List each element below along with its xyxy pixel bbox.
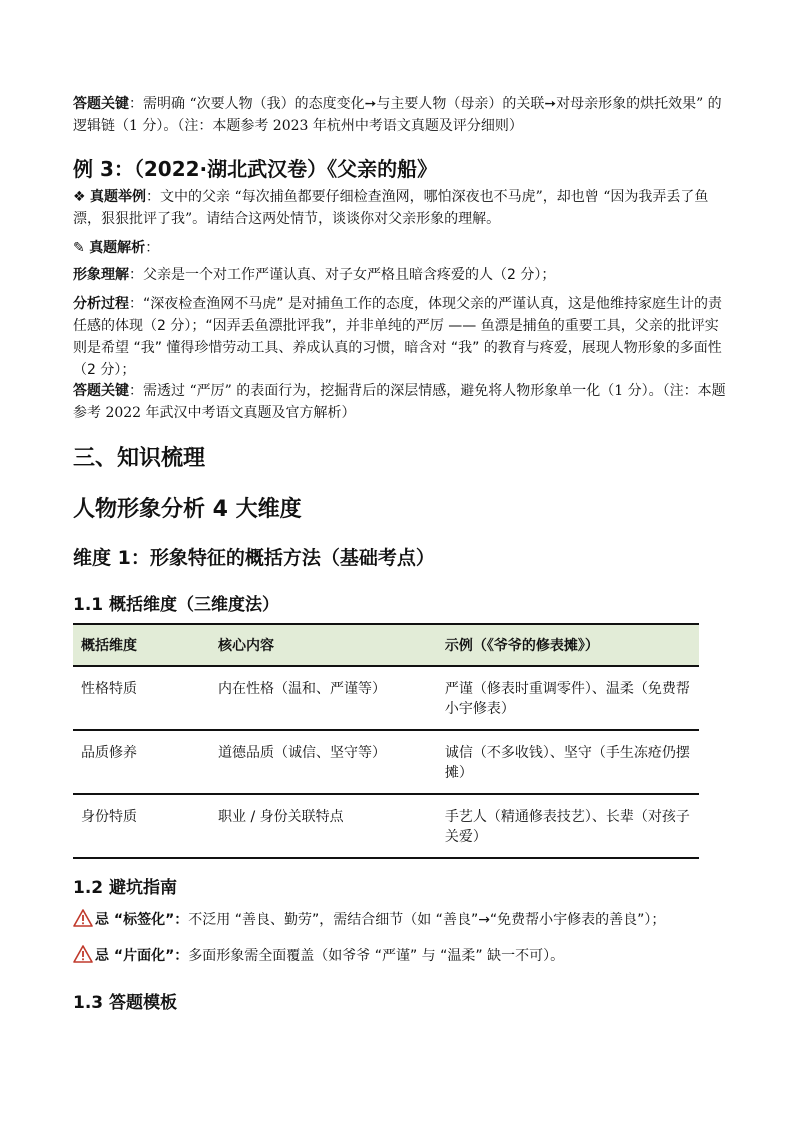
section-1-2: [73, 873, 727, 898]
section-title: 1.1 概括维度（三维度法）: [73, 595, 280, 615]
table-cell: 品质修养: [73, 730, 210, 794]
tip-1: [73, 909, 727, 931]
tip-text: 多面形象需全面覆盖（如爷爷 “严谨” 与 “温柔” 缺一不可）。: [188, 948, 565, 964]
summary-table: [73, 623, 699, 859]
table-cell: 严谨（修表时重调零件）、温柔（免费帮小宇修表）: [437, 666, 699, 730]
table-cell: 内在性格（温和、严谨等）: [210, 666, 437, 730]
table-cell: 诚信（不多收钱）、坚守（手生冻疮仍摆摊）: [437, 730, 699, 794]
analysis-process-text: “深夜检查渔网不马虎” 是对捕鱼工作的态度，体现父亲的严谨认真，这是他维持家庭生计的责任感的体现（2 分）；“因弄丢鱼漂批评我”，并非单纯的严厉 —— 鱼漂是捕鱼的重要工具，父亲的批评实则是希望 “我” 懂得珍惜劳动工具、养成认真的习惯，暗含对 “我” 的教育与疼爱，展现人物形象的多面性（2 分）；: [73, 296, 722, 378]
table-row: [73, 794, 699, 858]
answer-key-label: 答题关键: [73, 383, 129, 399]
example-title-text: 例 3：（2022·湖北武汉卷）《父亲的船》: [73, 157, 438, 181]
question-label: 真题举例: [90, 189, 147, 205]
section-dimension-1: [73, 543, 727, 570]
section-1-1: [73, 590, 727, 615]
table-header-row: [73, 624, 699, 666]
section-title: 维度 1：形象特征的概括方法（基础考点）: [73, 547, 435, 569]
image-understanding: 形象理解：父亲是一个对工作严谨认真、对子女严格且暗含疼爱的人（2 分）；: [73, 267, 556, 283]
section-title: 1.2 避坑指南: [73, 878, 178, 898]
section-knowledge: [73, 441, 727, 472]
section-title: 人物形象分析 4 大维度: [73, 497, 302, 522]
analysis-heading-label: 真题解析: [89, 240, 146, 256]
tip-label: 忌 “标签化”：: [95, 912, 189, 928]
table-cell: 手艺人（精通修表技艺）、长辈（对孩子关爱）: [437, 794, 699, 858]
analysis-heading: ✎ 真题解析：: [73, 240, 160, 256]
table-header-cell: 概括维度: [73, 624, 210, 666]
table-cell: 身份特质: [73, 794, 210, 858]
table-header-cell: 核心内容: [210, 624, 437, 666]
tip-2: [73, 945, 727, 967]
image-understanding-label: 形象理解: [73, 267, 129, 283]
tip-label: 忌 “片面化”：: [95, 948, 189, 964]
table-row: [73, 730, 699, 794]
answer-key-text: 需明确 “次要人物（我）的态度变化➙与主要人物（母亲）的关联➙对母亲形象的烘托效果” 的逻辑链（1 分）。（注：本题参考 2023 年杭州中考语文真题及评分细则）: [73, 96, 722, 134]
diamond-bullet-icon: ❖: [73, 189, 86, 205]
answer-key-1: 答题关键：需明确 “次要人物（我）的态度变化➙与主要人物（母亲）的关联➙对母亲形象的烘托效果” 的逻辑链（1 分）。（注：本题参考 2023 年杭州中考语文真题及评分细则）: [73, 96, 722, 134]
table-cell: 道德品质（诚信、坚守等）: [210, 730, 437, 794]
section-1-3: [73, 988, 727, 1013]
question-block: ❖ 真题举例：文中的父亲 “每次捕鱼都要仔细检查渔网，哪怕深夜也不马虎”，却也曾 “因为我弄丢了鱼漂，狠狠批评了我”。请结合这两处情节，谈谈你对父亲形象的理解。: [73, 189, 709, 227]
section-dimensions: [73, 492, 727, 523]
analysis-process: 分析过程：“深夜检查渔网不马虎” 是对捕鱼工作的态度，体现父亲的严谨认真，这是他维持家庭生计的责任感的体现（2 分）；“因弄丢鱼漂批评我”，并非单纯的严厉 —— 鱼漂是捕鱼的重要工具，父亲的批评实则是希望 “我” 懂得珍惜劳动工具、养成认真的习惯，暗含对 “我” 的教育与疼爱，展现人物形象的多面性（2 分）；: [73, 296, 722, 378]
image-understanding-text: 父亲是一个对工作严谨认真、对子女严格且暗含疼爱的人（2 分）；: [143, 267, 556, 283]
pencil-icon: ✎: [73, 240, 85, 256]
table-cell: 职业 / 身份关联特点: [210, 794, 437, 858]
analysis-process-label: 分析过程: [73, 296, 129, 312]
warning-icon: [73, 909, 93, 927]
question-text: 文中的父亲 “每次捕鱼都要仔细检查渔网，哪怕深夜也不马虎”，却也曾 “因为我弄丢了鱼漂，狠狠批评了我”。请结合这两处情节，谈谈你对父亲形象的理解。: [73, 189, 709, 227]
section-title: 1.3 答题模板: [73, 993, 178, 1013]
warning-icon: [73, 945, 93, 963]
answer-key-2: 答题关键：需透过 “严厉” 的表面行为，挖掘背后的深层情感，避免将人物形象单一化（1 分）。（注：本题参考 2022 年武汉中考语文真题及官方解析）: [73, 383, 726, 421]
table-header-cell: 示例（《爷爷的修表摊》）: [437, 624, 699, 666]
answer-key-text: 需透过 “严厉” 的表面行为，挖掘背后的深层情感，避免将人物形象单一化（1 分）。（注：本题参考 2022 年武汉中考语文真题及官方解析）: [73, 383, 726, 421]
table-cell: 性格特质: [73, 666, 210, 730]
section-title: 三、知识梳理: [73, 446, 206, 471]
tip-text: 不泛用 “善良、勤劳”，需结合细节（如 “善良”→“免费帮小宇修表的善良”）；: [188, 912, 666, 928]
summary-table-wrap: [73, 623, 727, 859]
example-3-title: [73, 153, 727, 182]
answer-key-label: 答题关键: [73, 96, 129, 112]
table-row: [73, 666, 699, 730]
